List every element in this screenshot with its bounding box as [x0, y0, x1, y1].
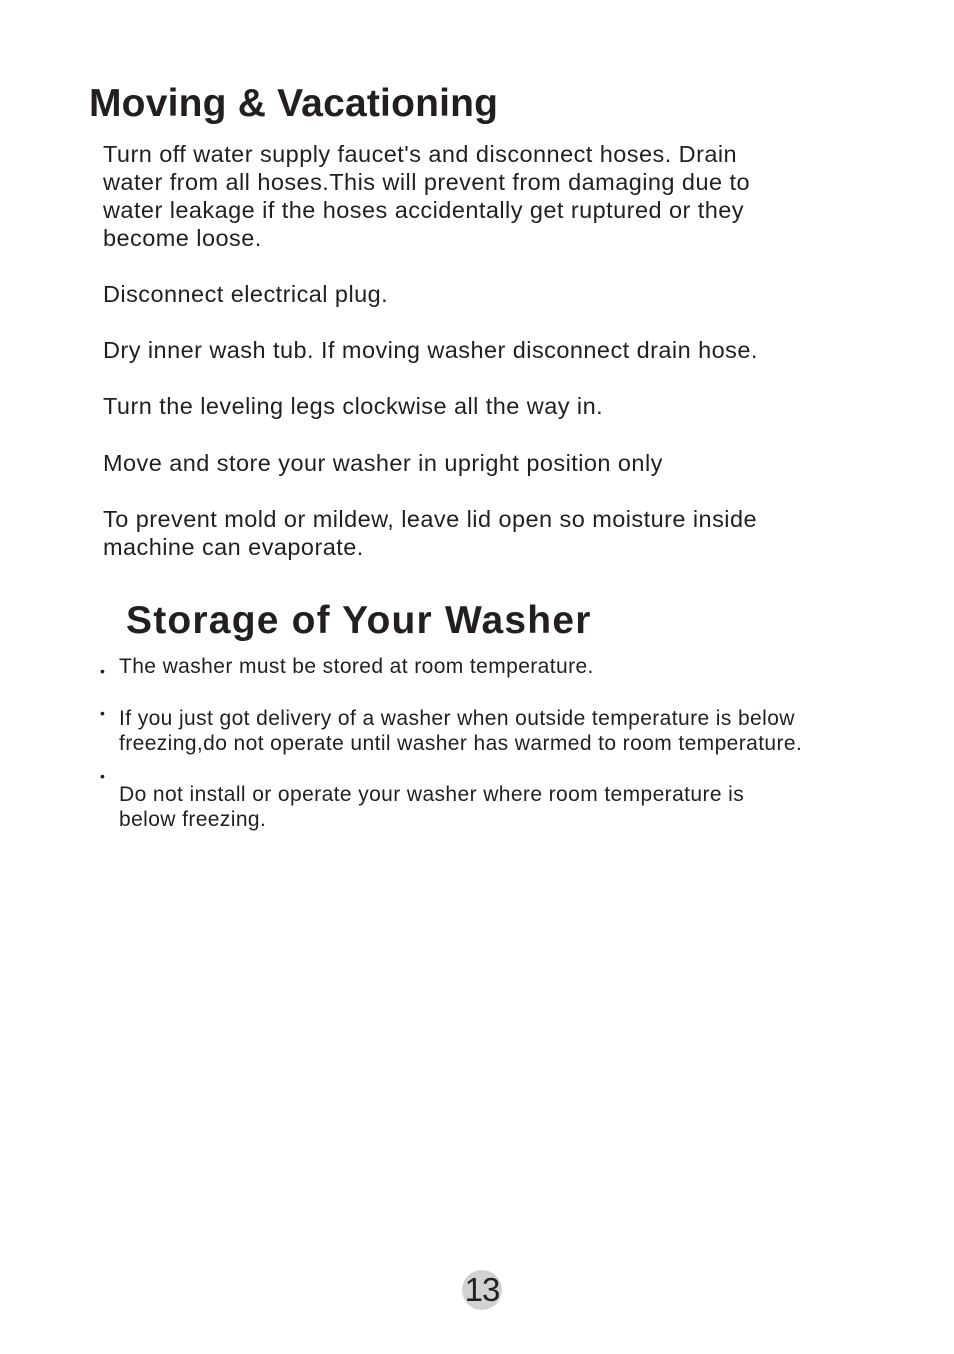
bullet-icon: •	[100, 768, 105, 784]
page-number-badge	[462, 1270, 502, 1310]
bullet-icon: •	[100, 705, 105, 721]
section-heading-moving-vacationing: Moving & Vacationing	[89, 82, 499, 125]
bullet-icon: •	[100, 663, 105, 679]
paragraph-leveling-legs: Turn the leveling legs clockwise all the way in.	[103, 393, 604, 419]
page-number: 13	[464, 1271, 500, 1308]
paragraph-disconnect-plug: Disconnect electrical plug.	[103, 281, 389, 307]
paragraph-prevent-mold: To prevent mold or mildew, leave lid open so moisture inside machine can evaporate.	[103, 506, 757, 560]
bullet-item-room-temperature: The washer must be stored at room temperature.	[119, 655, 594, 678]
paragraph-upright-position: Move and store your washer in upright position only	[103, 450, 663, 476]
section-heading-storage: Storage of Your Washer	[126, 599, 592, 642]
paragraph-dry-wash-tub: Dry inner wash tub. If moving washer disconnect drain hose.	[103, 337, 758, 363]
paragraph-disconnect-hoses: Turn off water supply faucet's and disconnect hoses. Drain water from all hoses.This will prevent from damaging due to water leakage if the hoses accidentally get ruptured or they become loose.	[103, 141, 750, 251]
bullet-item-freezing-delivery: If you just got delivery of a washer when outside temperature is below freezing,do not operate until washer has warmed to room temperature.	[119, 707, 803, 755]
bullet-item-below-freezing: Do not install or operate your washer where room temperature is below freezing.	[119, 783, 745, 831]
